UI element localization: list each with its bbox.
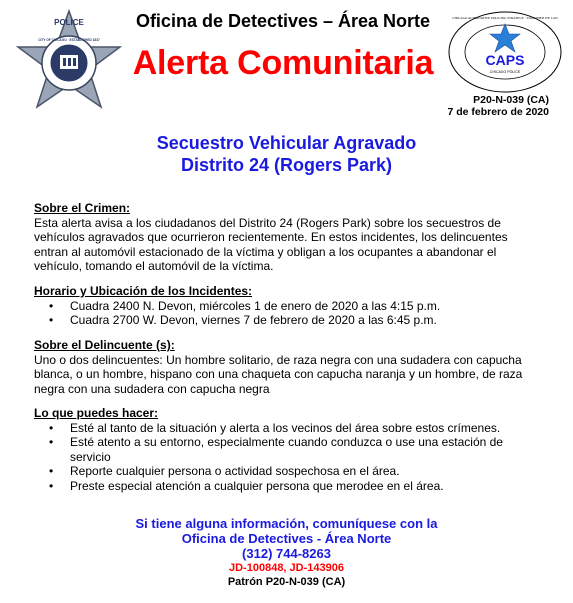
- caps-ring-text: CHICAGO ALTERNATIVE POLICING STRATEGY · TOGETHER WE CAN: [452, 16, 558, 20]
- section-crime-text: Esta alerta avisa a los ciudadanos del Distrito 24 (Rogers Park) sobre los secuestros de vehículos agravados que ocurrieron recientemente. En estos incidentes, los delincuentes entran al automóvil estacionado de la víctima y obligan a los ocupantes a abandonar el vehículo, tomando el automóvil de la víctima.: [34, 215, 508, 273]
- reference-number: P20-N-039 (CA): [473, 94, 549, 106]
- caps-seal: [446, 10, 564, 94]
- section-crime: [34, 201, 534, 274]
- section-offender-heading: Sobre el Delincuente (s):: [34, 338, 175, 352]
- section-actions-heading: Lo que puedes hacer:: [34, 406, 159, 420]
- footer-contact-line: Si tiene alguna información, comuníquese con la: [135, 516, 438, 531]
- chicago-police-star-seal: [14, 8, 124, 118]
- list-item: • Preste especial atención a cualquier persona que merodee en el área.: [70, 479, 534, 494]
- footer-phone: (312) 744-8263: [242, 546, 331, 561]
- caps-logo-text: CAPS: [485, 52, 525, 68]
- footer-pattern-number: Patrón P20-N-039 (CA): [227, 576, 346, 588]
- headline-crime-type: Secuestro Vehicular Agravado: [156, 133, 417, 153]
- alert-date: 7 de febrero de 2020: [447, 106, 549, 118]
- section-offender-text: Uno o dos delincuentes: Un hombre solitario, de raza negra con una sudadera con capucha blanca, o un hombre, hispano con una chaqueta con capucha naranja y un hombre, de raza negra con una sudadera con capucha negra: [34, 352, 523, 396]
- section-actions: [34, 406, 534, 493]
- headline-district: Distrito 24 (Rogers Park): [180, 155, 393, 175]
- list-item: • Esté al tanto de la situación y alerta a los vecinos del área sobre estos crímenes.: [70, 421, 534, 436]
- section-incidents-heading: Horario y Ubicación de los Incidentes:: [34, 284, 253, 298]
- section-incidents: [34, 284, 534, 328]
- list-item: • Cuadra 2700 W. Devon, viernes 7 de febrero de 2020 a las 6:45 p.m.: [70, 313, 534, 328]
- caps-logo-subtext: CHICAGO POLICE: [489, 70, 521, 74]
- incidents-list: [34, 299, 534, 328]
- list-item: • Cuadra 2400 N. Devon, miércoles 1 de enero de 2020 a las 4:15 p.m.: [70, 299, 534, 314]
- police-seal-label: POLICE: [54, 18, 84, 27]
- alert-title: Alerta Comunitaria: [132, 44, 434, 82]
- office-title: Oficina de Detectives – Área Norte: [135, 11, 431, 31]
- section-offender: [34, 338, 534, 396]
- actions-list: [34, 421, 534, 494]
- list-item: • Esté atento a su entorno, especialmente cuando conduzca o use una estación de servicio: [70, 435, 534, 464]
- contact-footer: [0, 516, 573, 589]
- footer-case-numbers: JD-100848, JD-143906: [229, 562, 344, 574]
- list-item: • Reporte cualquier persona o actividad sospechosa en el área.: [70, 464, 534, 479]
- police-seal-ring-text: CITY OF CHICAGO · ESTABLISHED 1837: [38, 38, 100, 42]
- footer-office-line: Oficina de Detectives - Área Norte: [181, 531, 392, 546]
- section-crime-heading: Sobre el Crimen:: [34, 201, 131, 215]
